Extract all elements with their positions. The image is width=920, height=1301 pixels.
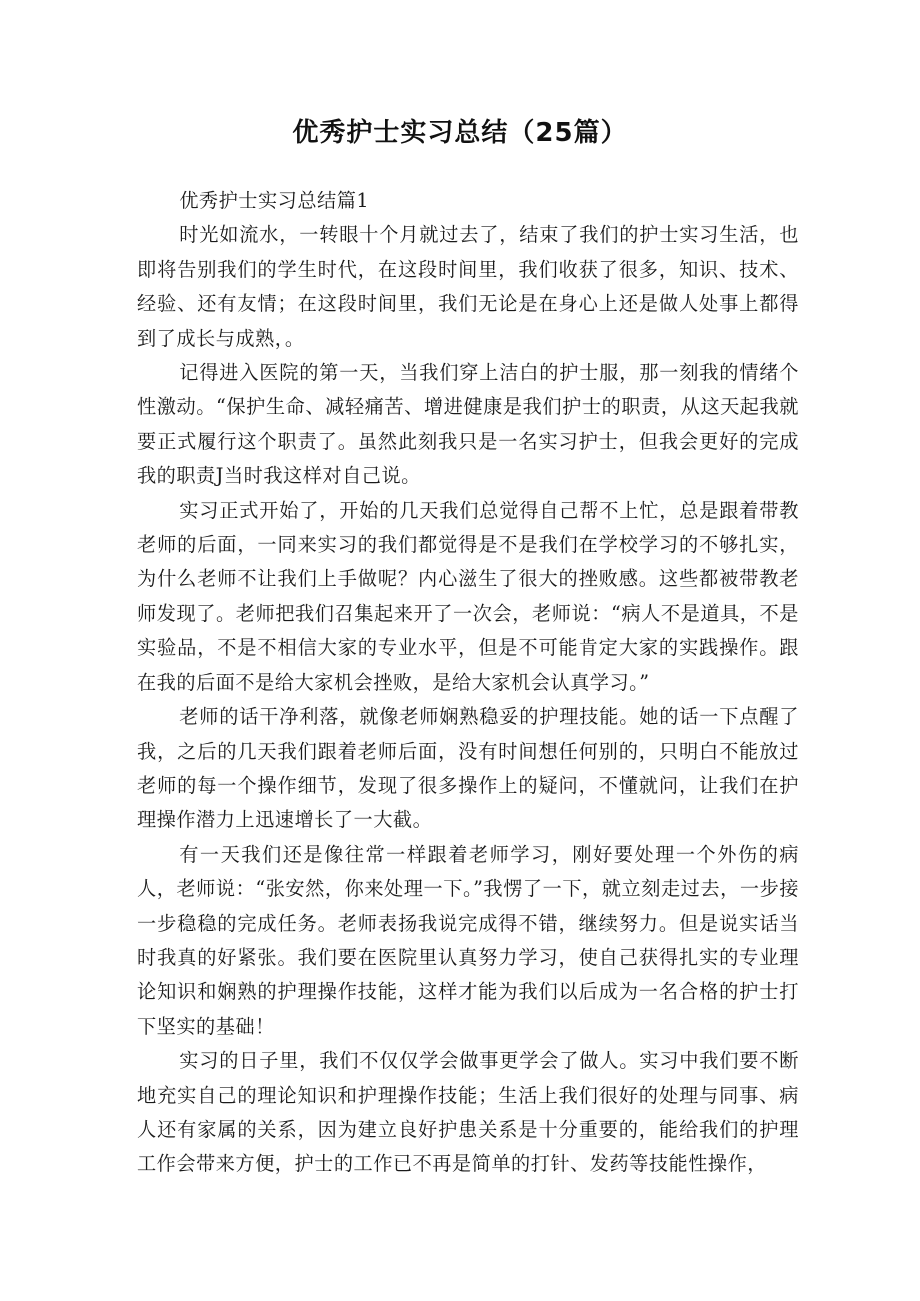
paragraph: 时光如流水，一转眼十个月就过去了，结束了我们的护士实习生活，也即将告别我们的学生时代，在这段时间里，我们收获了很多，知识、技术、经验、还有友情；在这段时间里，我们无论是在身心上还是做人处事上都得到了成长与成熟，。 (137, 223, 799, 350)
section-heading: 优秀护士实习总结篇1 (179, 189, 370, 212)
document-title: 优秀护士实习总结（25篇） (292, 118, 628, 148)
paragraph: 有一天我们还是像往常一样跟着老师学习，刚好要处理一个外伤的病人，老师说：“张安然，你来处理一下。”我愣了一下，就立刻走过去，一步接一步稳稳的完成任务。老师表扬我说完成得不错，继续努力。但是说实话当时我真的好紧张。我们要在医院里认真努力学习，使自己获得扎实的专业理论知识和娴熟的护理操作技能，这样才能为我们以后成为一名合格的护士打下坚实的基础！ (137, 842, 799, 1038)
paragraph: 实习的日子里，我们不仅仅学会做事更学会了做人。实习中我们要不断地充实自己的理论知识和护理操作技能；生活上我们很好的处理与同事、病人还有家属的关系，因为建立良好护患关系是十分重要的，能给我们的护理工作会带来方便，护士的工作已不再是简单的打针、发药等技能性操作， (137, 1049, 799, 1176)
document-body (137, 184, 799, 1182)
paragraph: 实习正式开始了，开始的几天我们总觉得自己帮不上忙，总是跟着带教老师的后面，一同来实习的我们都觉得是不是我们在学校学习的不够扎实，为什么老师不让我们上手做呢？内心滋生了很大的挫败感。这些都被带教老师发现了。老师把我们召集起来开了一次会，老师说：“病人不是道具，不是实验品，不是不相信大家的专业水平，但是不可能肯定大家的实践操作。跟在我的后面不是给大家机会挫败，是给大家机会认真学习。” (137, 498, 799, 694)
paragraph: 老师的话干净利落，就像老师娴熟稳妥的护理技能。她的话一下点醒了我，之后的几天我们跟着老师后面，没有时间想任何别的，只明白不能放过老师的每一个操作细节，发现了很多操作上的疑问，不懂就问，让我们在护理操作潜力上迅速增长了一大截。 (137, 705, 799, 832)
paragraph: 记得进入医院的第一天，当我们穿上洁白的护士服，那一刻我的情绪个性激动。“保护生命、减轻痛苦、增进健康是我们护士的职责，从这天起我就要正式履行这个职责了。虽然此刻我只是一名实习护士，但我会更好的完成我的职责J当时我这样对自己说。 (137, 361, 799, 488)
